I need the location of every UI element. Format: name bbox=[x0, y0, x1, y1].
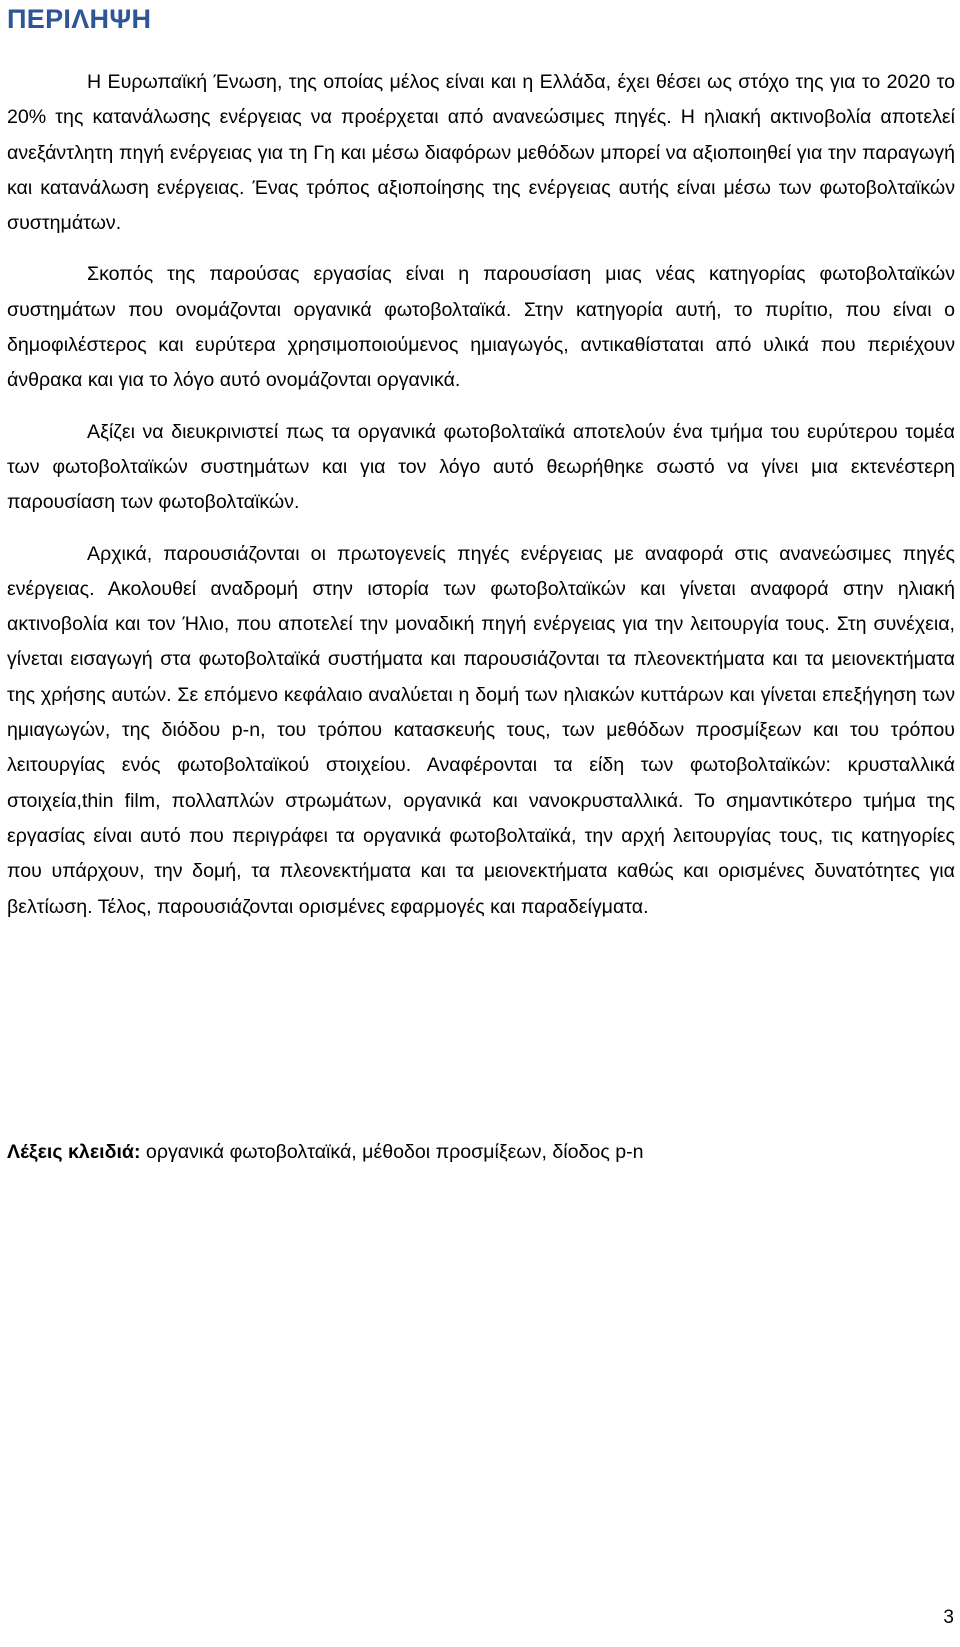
paragraph-2: Σκοπός της παρούσας εργασίας είναι η παρουσίαση μιας νέας κατηγορίας φωτοβολταϊκών συστημάτων που ονομάζονται οργανικά φωτοβολταϊκά. Στην κατηγορία αυτή, το πυρίτιο, που είναι ο δημοφιλέστερος και ευρύτερα χρησιμοποιούμενος ημιαγωγός, αντικαθίσταται από υλικά που περιέχουν άνθρακα και για το λόγο αυτό ονομάζονται οργανικά. bbox=[7, 263, 955, 392]
abstract-body bbox=[7, 65, 955, 941]
page-title: ΠΕΡΙΛΗΨΗ bbox=[7, 4, 152, 34]
keywords-value: οργανικά φωτοβολταϊκά, μέθοδοι προσμίξεων, δίοδος p-n bbox=[140, 1141, 644, 1163]
keywords-line bbox=[7, 1135, 955, 1170]
paragraph-1: Η Ευρωπαϊκή Ένωση, της οποίας μέλος είναι και η Ελλάδα, έχει θέσει ως στόχο της για το 2020 το 20% της κατανάλωσης ενέργειας να προέρχεται από ανανεώσιμες πηγές. Η ηλιακή ακτινοβολία αποτελεί ανεξάντλητη πηγή ενέργειας για τη Γη και μέσω διαφόρων μεθόδων μπορεί να αξιοποιηθεί για την παραγωγή και κατανάλωση ενέργειας. Ένας τρόπος αξιοποίησης της ενέργειας αυτής είναι μέσω των φωτοβολταϊκών συστημάτων. bbox=[7, 71, 955, 235]
paragraph-4: Αρχικά, παρουσιάζονται οι πρωτογενείς πηγές ενέργειας με αναφορά στις ανανεώσιμες πηγές ενέργειας. Ακολουθεί αναδρομή στην ιστορία των φωτοβολταϊκών και γίνεται αναφορά στην ηλιακή ακτινοβολία και τον Ήλιο, που αποτελεί την μοναδική πηγή ενέργειας για την λειτουργία τους. Στη συνέχεια, γίνεται εισαγωγή στα φωτοβολταϊκά συστήματα και παρουσιάζονται τα πλεονεκτήματα και τα μειονεκτήματα της χρήσης αυτών. Σε επόμενο κεφάλαιο αναλύεται η δομή των ηλιακών κυττάρων και γίνεται επεξήγηση των ημιαγωγών, της διόδου p-n, του τρόπου κατασκευής τους, των μεθόδων προσμίξεων και του τρόπου λειτουργίας ενός φωτοβολταϊκού στοιχείου. Αναφέρονται τα είδη των φωτοβολταϊκών: κρυσταλλικά στοιχεία,thin film, πολλαπλών στρωμάτων, οργανικά και νανοκρυσταλλικά. Το σημαντικότερο τμήμα της εργασίας είναι αυτό που περιγράφει τα οργανικά φωτοβολταϊκά, την αρχή λειτουργίας τους, τις κατηγορίες που υπάρχουν, την δομή, τα πλεονεκτήματα και τα μειονεκτήματα καθώς και ορισμένες δυνατότητες για βελτίωση. Τέλος, παρουσιάζονται ορισμένες εφαρμογές και παραδείγματα. bbox=[7, 542, 955, 918]
paragraph-3: Αξίζει να διευκρινιστεί πως τα οργανικά φωτοβολταϊκά αποτελούν ένα τμήμα του ευρύτερου τομέα των φωτοβολταϊκών συστημάτων και για τον λόγο αυτό θεωρήθηκε σωστό να γίνει μια εκτενέστερη παρουσίαση των φωτοβολταϊκών. bbox=[7, 420, 955, 514]
page-number: 3 bbox=[943, 1607, 954, 1628]
keywords-label: Λέξεις κλειδιά: bbox=[7, 1141, 141, 1163]
